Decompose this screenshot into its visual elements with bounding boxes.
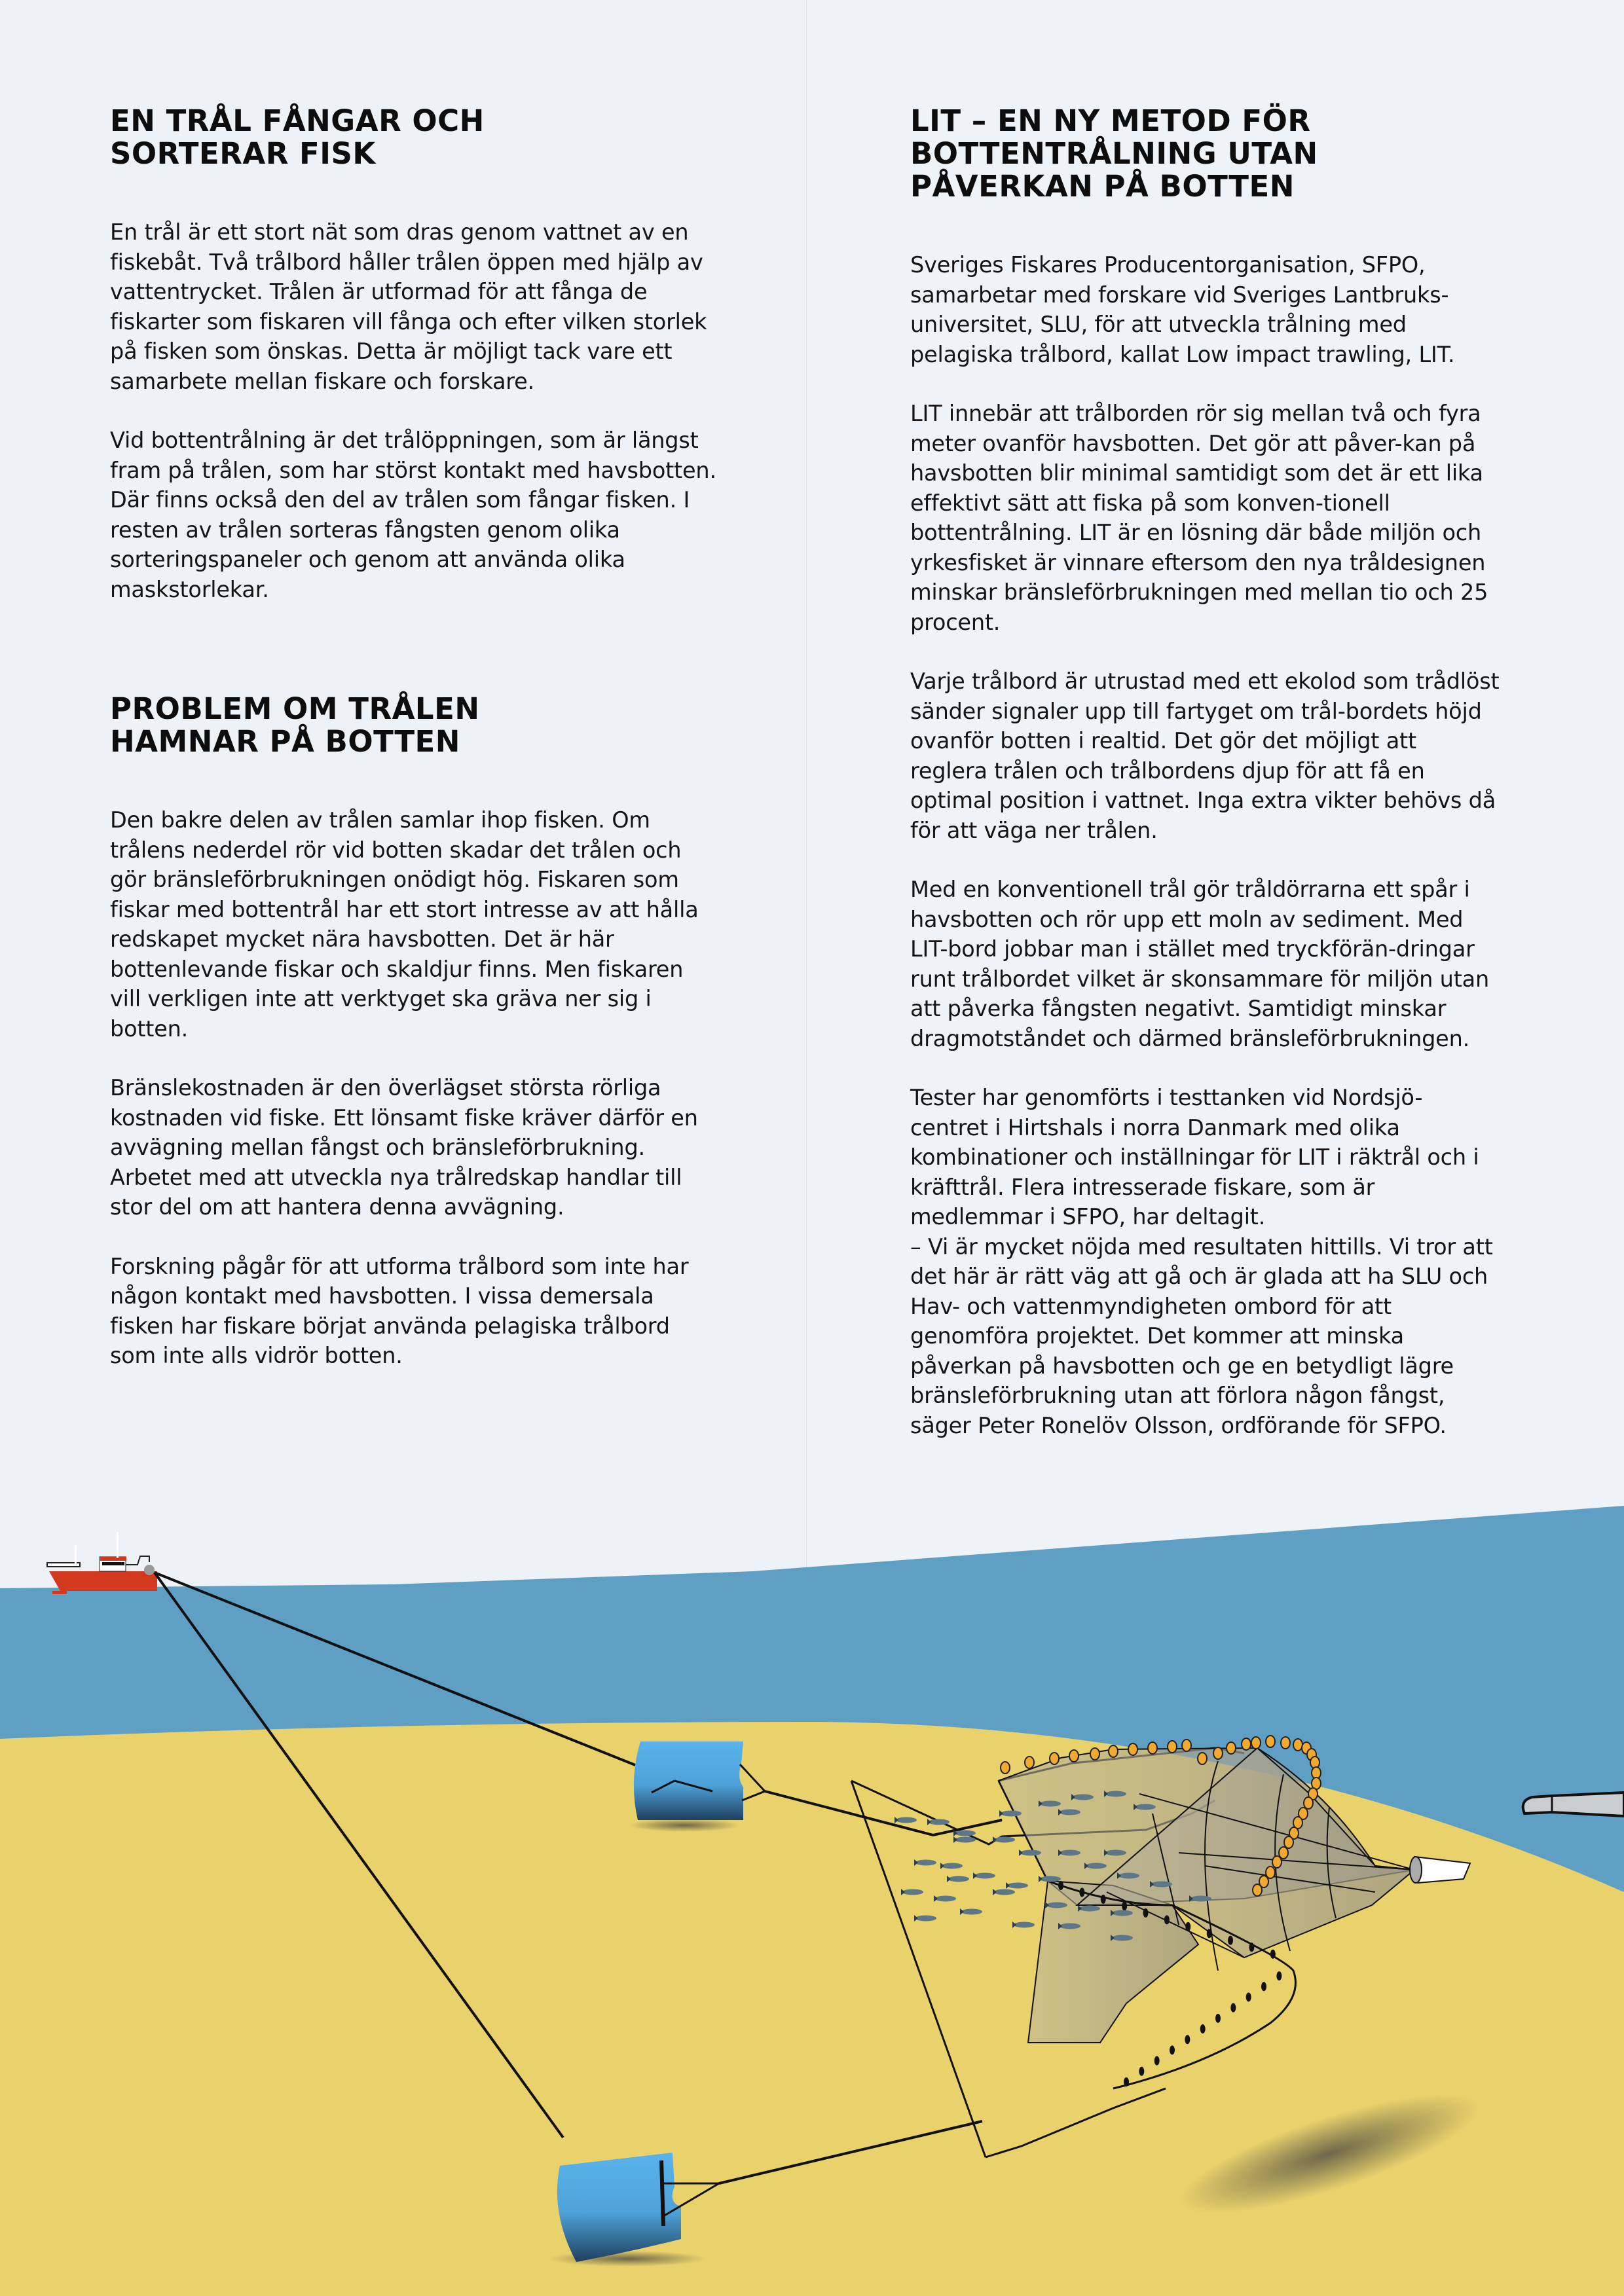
- float-icon: [1128, 1743, 1137, 1755]
- heading-line: BOTTENTRÅLNING UTAN: [910, 136, 1318, 171]
- trawling-illustration: [0, 1499, 1624, 2296]
- bobbin-icon: [1122, 1901, 1127, 1910]
- float-icon: [1182, 1740, 1191, 1751]
- heading-line: PROBLEM OM TRÅLEN: [110, 691, 480, 726]
- float-icon: [1304, 1797, 1313, 1809]
- float-icon: [1284, 1836, 1293, 1848]
- paragraph: Vid bottentrålning är det trålöppningen, som är längst fram på trålen, som har störst kontakt med havsbotten. Där finns också den del av trålen som fångar fisken. I resten av trålen sorteras fångsten genom olika sorteringspaneler och genom att använda olika maskstorlekar.: [110, 428, 716, 602]
- paragraph: Bränslekostnaden är den överlägset största rörliga kostnaden vid fiske. Ett lönsamt fiske kräver därför en avvägning mellan fångst och bränsleförbrukning. Arbetet med att utveckla nya trålredskap handlar till stor del om att hantera denna avvägning.: [110, 1075, 698, 1220]
- paragraph: Sveriges Fiskares Producentorganisation, SFPO, samarbetar med forskare vid Sveriges Lantbruks-universitet, SLU, för att utveckla trålning med pelagiska trålbord, kallat Low impact trawling, LIT.: [910, 252, 1455, 367]
- bobbin-icon: [1185, 2035, 1190, 2044]
- heading-line: SORTERAR FISK: [110, 136, 376, 171]
- float-icon: [1272, 1856, 1282, 1868]
- float-icon: [1253, 1884, 1262, 1896]
- heading-line: EN TRÅL FÅNGAR OCH: [110, 103, 485, 138]
- seabed-area: [0, 1722, 1624, 2296]
- float-icon: [1090, 1748, 1099, 1760]
- bobbin-icon: [1079, 1887, 1084, 1897]
- paragraph: Tester har genomförts i testtanken vid Nordsjö-centret i Hirtshals i norra Danmark med olika kombinationer och inställningar för LIT i räktrål och i kräfttrål. Flera intresserade fiskare, som är medlemmar i SFPO, har deltagit.: [910, 1085, 1479, 1230]
- bobbin-icon: [1143, 1908, 1149, 1918]
- bobbin-icon: [1139, 2067, 1144, 2076]
- heading-line: PÅVERKAN PÅ BOTTEN: [910, 169, 1295, 204]
- bobbin-icon: [1124, 2077, 1129, 2086]
- bobbin-icon: [1207, 1929, 1212, 1938]
- bobbin-icon: [1276, 1971, 1282, 1980]
- section-heading-trawl-catches: [110, 105, 719, 170]
- float-icon: [1227, 1742, 1236, 1754]
- left-column: [110, 105, 719, 1371]
- float-icon: [1251, 1737, 1261, 1749]
- float-icon: [1001, 1762, 1010, 1774]
- bobbin-icon: [1249, 1942, 1254, 1952]
- float-icon: [1025, 1757, 1034, 1768]
- bobbin-icon: [1154, 2056, 1160, 2066]
- fishing-boat: [47, 1532, 157, 1594]
- float-icon: [1293, 1739, 1302, 1751]
- bobbin-icon: [1101, 1895, 1106, 1904]
- quote-paragraph: – Vi är mycket nöjda med resultaten hittills. Vi tror att det här är rätt väg att gå och är glada att ha SLU och Hav- och vattenmyndigheten ombord för att genomföra projektet. Det kommer att minska påverkan på havsbotten och ge en betydligt lägre bränsleförbrukning utan att förlora någon fångst, säger Peter Ronelöv Olsson, ordförande för SFPO.: [910, 1233, 1493, 1438]
- distant-cod-end: [1523, 1793, 1624, 1816]
- float-icon: [1069, 1750, 1079, 1762]
- float-icon: [1148, 1742, 1157, 1754]
- bobbin-icon: [1270, 1950, 1276, 1959]
- bobbin-icon: [1246, 1992, 1251, 2001]
- bobbin-icon: [1058, 1881, 1063, 1890]
- bobbin-icon: [1261, 1982, 1266, 1991]
- bobbin-icon: [1164, 1915, 1170, 1924]
- float-icon: [1281, 1737, 1290, 1749]
- paragraph: Varje trålbord är utrustad med ett ekolod som trådlöst sänder signaler upp till fartyget om trål-bordets höjd ovanför botten i realtid. Det gör det möjligt att reglera trålen och trålbordens djup för att få en optimal position i vattnet. Inga extra vikter behövs då för att väga ner trålen.: [910, 668, 1500, 843]
- float-icon: [1198, 1753, 1207, 1764]
- float-icon: [1050, 1753, 1059, 1764]
- bobbin-icon: [1185, 1922, 1190, 1931]
- bobbin-icon: [1170, 2045, 1175, 2054]
- float-icon: [1242, 1738, 1251, 1750]
- section-heading-problem-bottom: [110, 693, 719, 758]
- section-heading-lit-method: [910, 105, 1500, 203]
- heading-line: LIT – EN NY METOD FÖR: [910, 103, 1311, 138]
- paragraph: En trål är ett stort nät som dras genom vattnet av en fiskebåt. Två trålbord håller trålen öppen med hjälp av vattentrycket. Trålen är utformad för att fånga de fiskarter som fiskaren vill fånga och efter vilken storlek på fisken som önskas. Detta är möjligt tack vare ett samarbete mellan fiskare och forskare.: [110, 219, 707, 394]
- paragraph: Med en konventionell trål gör tråldörrarna ett spår i havsbotten och rör upp ett moln av sediment. Med LIT-bord jobbar man i stället med tryckförän-dringar runt trålbordet vilket är skonsammare för miljön utan att påverka fångsten negativt. Samtidigt minskar dragmotståndet och därmed bränsleförbrukningen.: [910, 877, 1489, 1051]
- right-column: [910, 105, 1500, 1440]
- bobbin-icon: [1200, 2024, 1206, 2033]
- bobbin-icon: [1230, 2003, 1236, 2013]
- float-icon: [1168, 1741, 1177, 1753]
- bobbin-icon: [1228, 1936, 1233, 1945]
- illustration-svg: [0, 1499, 1624, 2296]
- paragraph: Forskning pågår för att utforma trålbord som inte har någon kontakt med havsbotten. I vissa demersala fisken har fiskare börjat använda pelagiska trålbord som inte alls vidrör botten.: [110, 1253, 689, 1368]
- float-icon: [1213, 1747, 1223, 1759]
- heading-line: HAMNAR PÅ BOTTEN: [110, 724, 460, 759]
- float-icon: [1109, 1745, 1118, 1757]
- bobbin-icon: [1215, 2014, 1221, 2023]
- paragraph: Den bakre delen av trålen samlar ihop fisken. Om trålens nederdel rör vid botten skadar det trålen och gör bränsleförbrukningen onödigt hög. Fiskaren som fiskar med bottentrål har ett stort intresse av att hålla redskapet mycket nära havsbotten. Det är här bottenlevande fiskar och skaldjur finns. Men fiskaren vill verkligen inte att verktyget ska gräva ner sig i botten.: [110, 807, 699, 1042]
- paragraph: LIT innebär att trålborden rör sig mellan två och fyra meter ovanför havsbotten. Det gör att påver-kan på havsbotten blir minimal samtidigt som det är ett lika effektivt sätt att fiska på som konven-tionell bottentrålning. LIT är en lösning där både miljön och yrkesfisket är vinnare eftersom den nya tråldesignen minskar bränsleförbrukningen med mellan tio och 25 procent.: [910, 401, 1488, 635]
- float-icon: [1266, 1736, 1275, 1747]
